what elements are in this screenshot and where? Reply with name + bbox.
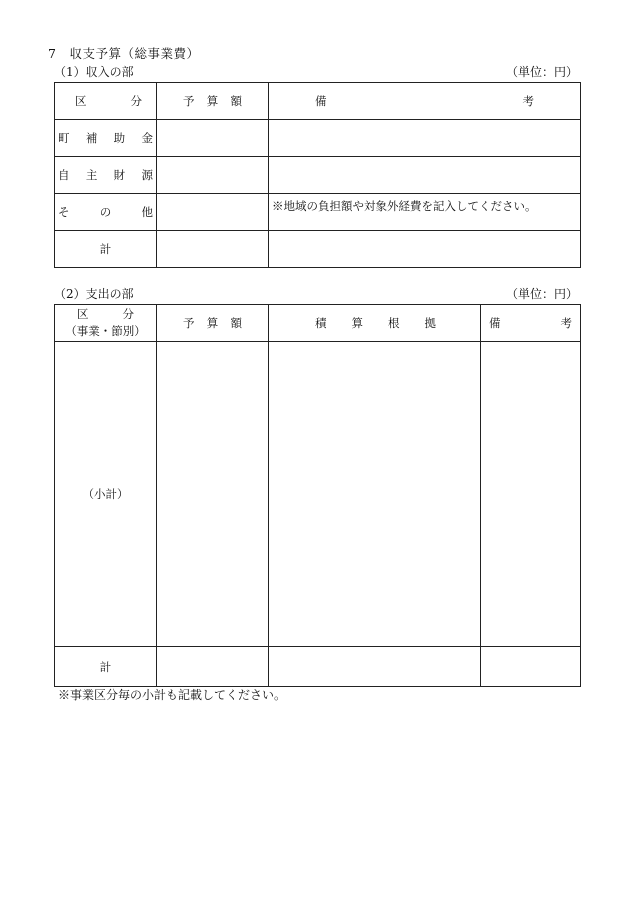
income-remarks-cell[interactable] [269,157,581,194]
expense-total-row [55,647,581,687]
income-header-remarks: 備 考 [269,83,581,120]
footnote: ※事業区分毎の小計も記載してください。 [58,688,287,702]
income-total-label: 計 [55,231,157,268]
expense-total-remarks-cell[interactable] [481,647,581,687]
expense-subtitle: （2）支出の部 [54,287,134,301]
income-header-budget: 予 算 額 [157,83,269,120]
expense-table [54,304,581,687]
income-budget-cell[interactable] [157,194,269,231]
expense-total-basis-cell[interactable] [269,647,481,687]
income-remarks-cell[interactable] [269,120,581,157]
income-total-row [55,231,581,268]
expense-subtotal-label: （小計） [55,342,157,647]
income-row-label: 自 主 財 源 [55,157,157,194]
income-budget-cell[interactable] [157,120,269,157]
expense-header-category: 区 分 （事業・節別） [55,305,157,342]
expense-header-remarks: 備 考 [481,305,581,342]
income-row-other [55,194,581,231]
income-header-category: 区 分 [55,83,157,120]
income-header-row [55,83,581,120]
income-subtitle: （1）収入の部 [54,65,134,79]
expense-remarks-cell[interactable] [481,342,581,647]
expense-header-row [55,305,581,342]
expense-body-row [55,342,581,647]
income-row-label: 町 補 助 金 [55,120,157,157]
expense-header-budget: 予 算 額 [157,305,269,342]
expense-unit: （単位：円） [505,287,578,301]
income-row-subsidy [55,120,581,157]
expense-header-basis: 積 算 根 拠 [269,305,481,342]
section-heading: 7 収支予算（総事業費） [48,46,200,61]
income-table [54,82,581,268]
income-row-own-funds [55,157,581,194]
income-row-label: そ の 他 [55,194,157,231]
income-budget-cell[interactable] [157,157,269,194]
expense-budget-cell[interactable] [157,342,269,647]
expense-basis-cell[interactable] [269,342,481,647]
expense-total-label: 計 [55,647,157,687]
income-unit: （単位：円） [505,65,578,79]
income-total-budget-cell[interactable] [157,231,269,268]
income-total-remarks-cell[interactable] [269,231,581,268]
expense-total-budget-cell[interactable] [157,647,269,687]
income-remarks-note[interactable]: ※地域の負担額や対象外経費を記入してください。 [269,194,581,231]
